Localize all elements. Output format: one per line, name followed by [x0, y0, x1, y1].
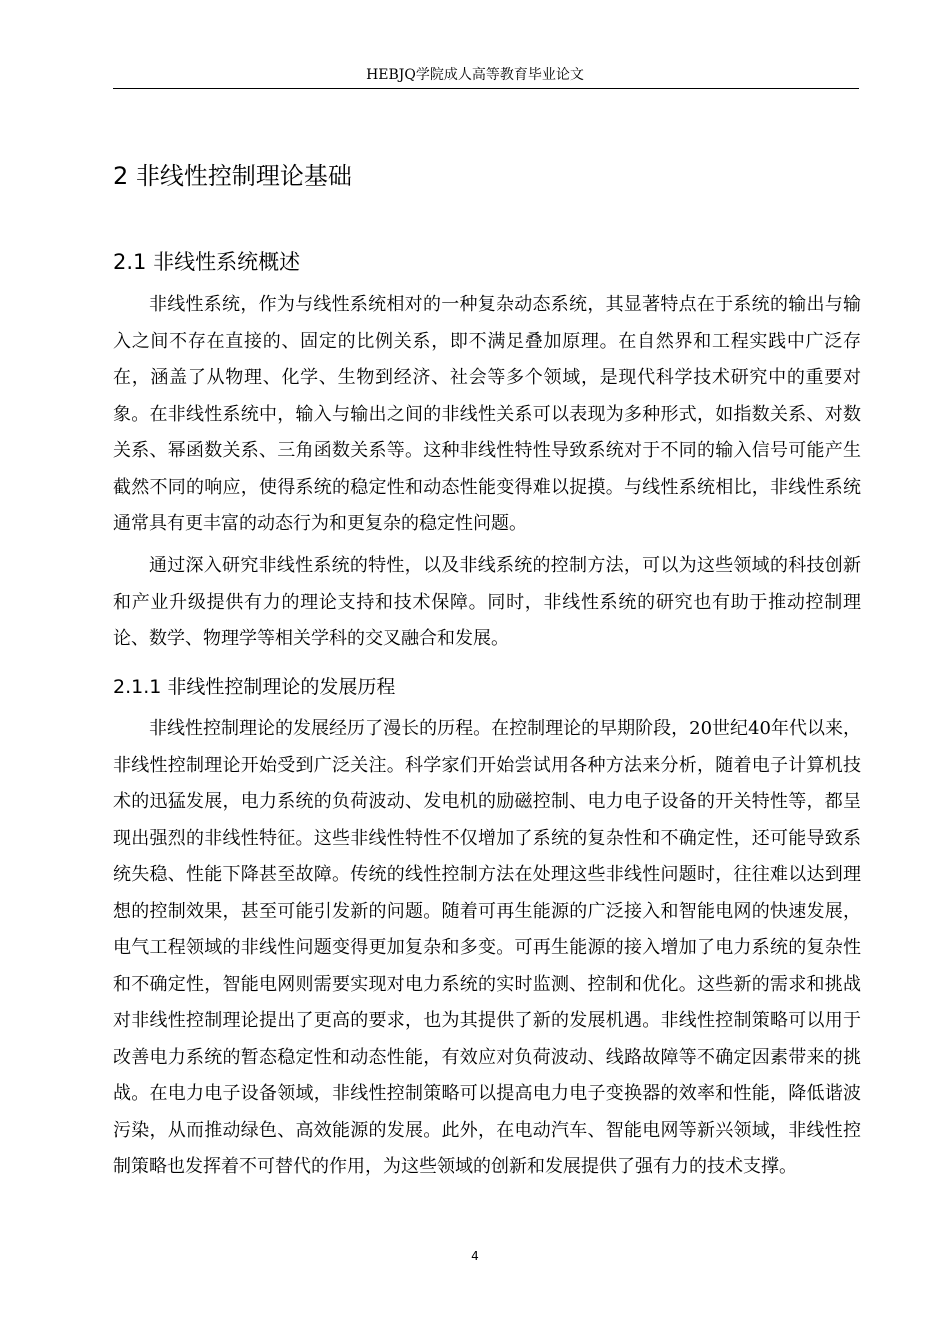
- page-number: 4: [471, 1249, 479, 1263]
- paragraph-nonlinear-system-overview: 非线性系统，作为与线性系统相对的一种复杂动态系统，其显著特点在于系统的输出与输入之间不存在直接的、固定的比例关系，即不满足叠加原理。在自然界和工程实践中广泛存在，涵盖了从物理、化学、生物到经济、社会等多个领域，是现代科学技术研究中的重要对象。在非线性系统中，输入与输出之间的非线性关系可以表现为多种形式，如指数关系、对数关系、幂函数关系、三角函数关系等。这种非线性特性导致系统对于不同的输入信号可能产生截然不同的响应，使得系统的稳定性和动态性能变得难以捉摸。与线性系统相比，非线性系统通常具有更丰富的动态行为和更复杂的稳定性问题。: [113, 294, 861, 534]
- chapter-title: 2 非线性控制理论基础: [113, 162, 352, 190]
- header-divider: [113, 88, 859, 89]
- paragraph-development-history: 非线性控制理论的发展经历了漫长的历程。在控制理论的早期阶段，20世纪40年代以来，非线性控制理论开始受到广泛关注。科学家们开始尝试用各种方法来分析，随着电子计算机技术的迅猛发展，电力系统的负荷波动、发电机的励磁控制、电力电子设备的开关特性等，都呈现出强烈的非线性特征。这些非线性特性不仅增加了系统的复杂性和不确定性，还可能导致系统失稳、性能下降甚至故障。传统的线性控制方法在处理这些非线性问题时，往往难以达到理想的控制效果，甚至可能引发新的问题。随着可再生能源的广泛接入和智能电网的快速发展，电气工程领域的非线性问题变得更加复杂和多变。可再生能源的接入增加了电力系统的复杂性和不确定性，智能电网则需要实现对电力系统的实时监测、控制和优化。这些新的需求和挑战对非线性控制理论提出了更高的要求，也为其提供了新的发展机遇。非线性控制策略可以用于改善电力系统的暂态稳定性和动态性能，有效应对负荷波动、线路故障等不确定因素带来的挑战。在电力电子设备领域，非线性控制策略可以提高电力电子变换器的效率和性能，降低谐波污染，从而推动绿色、高效能源的发展。此外，在电动汽车、智能电网等新兴领域，非线性控制策略也发挥着不可替代的作用，为这些领域的创新和发展提供了强有力的技术支撑。: [113, 718, 861, 1177]
- paragraph-research-significance: 通过深入研究非线性系统的特性，以及非线系统的控制方法，可以为这些领域的科技创新和产业升级提供有力的理论支持和技术保障。同时，非线性系统的研究也有助于推动控制理论、数学、物理学等相关学科的交叉融合和发展。: [113, 555, 861, 649]
- page-header: HEBJQ学院成人高等教育毕业论文: [366, 67, 584, 83]
- section-title-2-1: 2.1 非线性系统概述: [113, 250, 301, 274]
- section-title-2-1-1: 2.1.1 非线性控制理论的发展历程: [113, 676, 396, 698]
